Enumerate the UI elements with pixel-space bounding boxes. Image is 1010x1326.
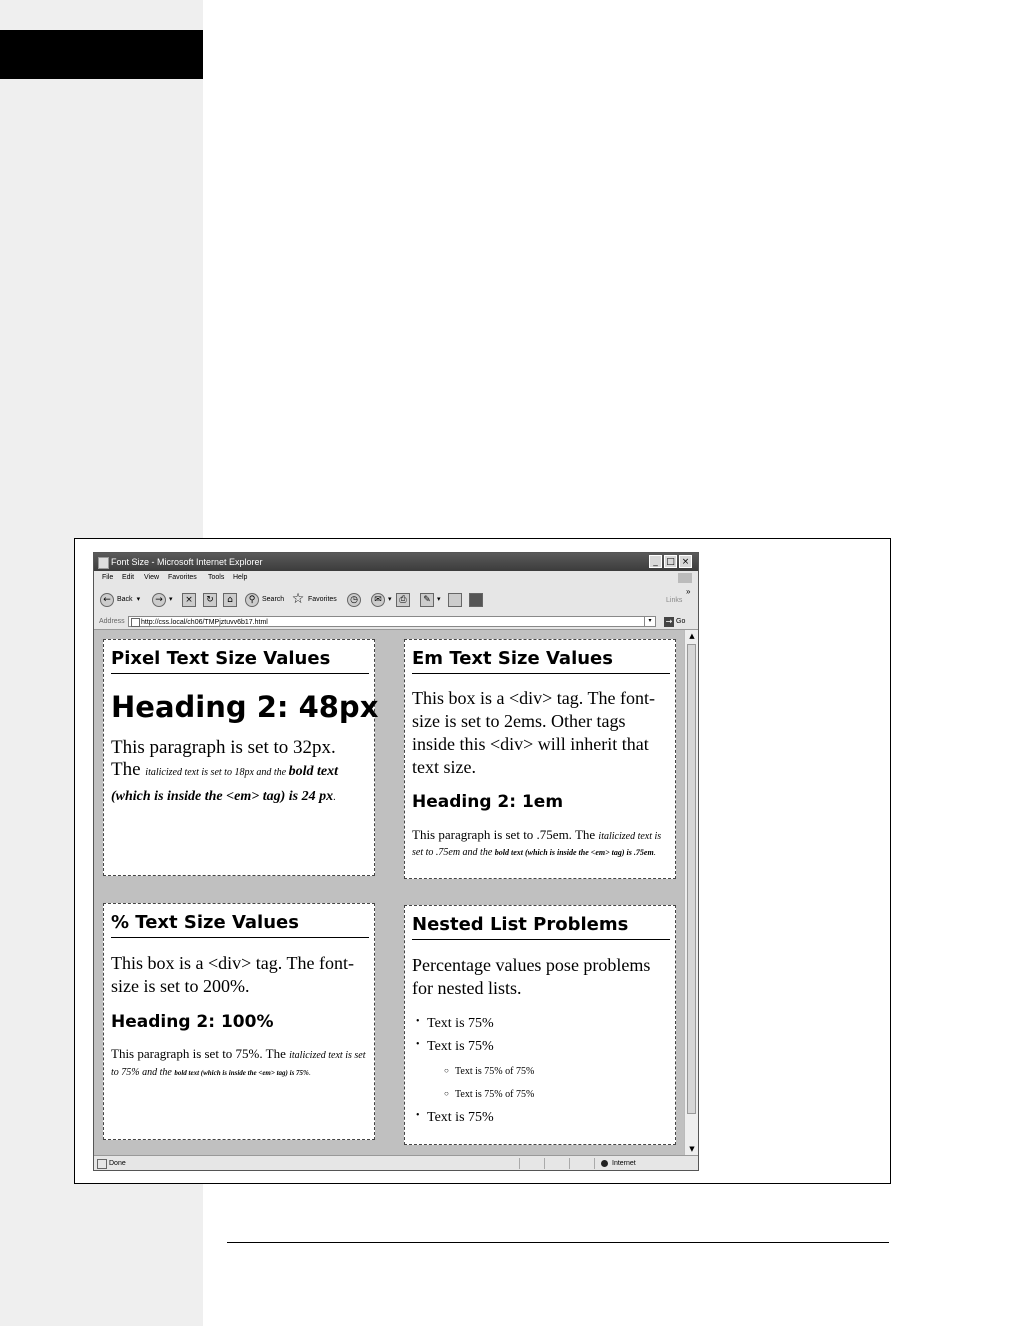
pixel-para-end: . <box>333 792 336 803</box>
edit-dropdown-icon[interactable]: ▾ <box>437 596 441 603</box>
status-divider <box>569 1158 570 1169</box>
back-dropdown-icon[interactable]: ▾ <box>136 596 141 603</box>
print-button[interactable] <box>396 591 413 609</box>
windows-logo-icon <box>678 573 692 583</box>
percent-small-italic-text: italicized text is set to 75% and the <box>111 1050 366 1078</box>
list-item <box>416 1016 494 1032</box>
nested-list-item <box>444 1089 535 1100</box>
nested-item-text: Text is 75% of 75% <box>455 1066 535 1077</box>
em-small-text: This paragraph is set to .75em. The <box>412 827 599 842</box>
back-label: Back <box>117 596 133 603</box>
search-button[interactable] <box>245 591 284 609</box>
percent-small-bold: bold text (which is inside the <em> tag) is 75% <box>174 1069 309 1077</box>
list-item-text: Text is 75% <box>427 1016 494 1031</box>
status-bar <box>94 1155 698 1171</box>
percent-box-h2: Heading 2: 100% <box>111 1012 274 1032</box>
menu-tools[interactable]: Tools <box>208 574 225 581</box>
em-box-h2: Heading 2: 1em <box>412 792 564 812</box>
history-icon: ◷ <box>347 593 361 607</box>
percent-small-text: This paragraph is set to 75%. The <box>111 1046 290 1061</box>
percent-small-end: . <box>308 1069 311 1077</box>
links-label[interactable]: Links <box>666 597 683 604</box>
percent-box-paragraph: This box is a <div> tag. The font-size is set to 200%. <box>111 953 354 996</box>
em-box-small-paragraph <box>412 828 670 860</box>
home-button[interactable] <box>223 591 240 609</box>
menu-help[interactable]: Help <box>233 574 248 581</box>
address-input[interactable] <box>128 616 656 627</box>
address-dropdown-icon[interactable]: ▾ <box>644 617 655 626</box>
status-divider <box>519 1158 520 1169</box>
em-box-paragraph: This box is a <div> tag. The font-size is set to 2ems. Other tags inside this <div> will inherit that text size. <box>412 688 655 777</box>
em-small-italic-text: italicized text is set to .75em and the <box>412 831 662 858</box>
stop-button[interactable] <box>182 591 199 609</box>
search-label: Search <box>262 596 285 603</box>
menu-favorites[interactable]: Favorites <box>168 574 197 581</box>
list-item <box>416 1039 494 1055</box>
forward-button[interactable] <box>152 591 173 609</box>
go-button[interactable] <box>664 615 685 629</box>
menu-view[interactable]: View <box>144 574 160 581</box>
scroll-up-icon[interactable]: ▲ <box>689 632 695 640</box>
refresh-button[interactable] <box>203 591 220 609</box>
em-box-heading: Em Text Size Values <box>412 648 670 674</box>
page-icon-small <box>131 618 140 627</box>
window-title: Font Size - Microsoft Internet Explorer <box>111 557 263 567</box>
percent-box-heading: % Text Size Values <box>111 912 369 938</box>
circle-bullet-icon: ○ <box>444 1066 449 1075</box>
bullet-icon: • <box>416 1110 420 1121</box>
stop-icon: × <box>182 593 196 607</box>
maximize-icon[interactable]: □ <box>664 555 677 568</box>
address-label: Address <box>99 618 125 625</box>
discuss-icon <box>448 593 462 607</box>
minimize-icon[interactable]: _ <box>649 555 662 568</box>
forward-arrow-icon: → <box>152 593 166 607</box>
scroll-thumb[interactable] <box>687 644 696 1114</box>
mail-button[interactable] <box>371 591 392 609</box>
pixel-box-h2: Heading 2: 48px <box>111 690 379 724</box>
toolbar-chevron-icon[interactable]: » <box>686 587 691 596</box>
messenger-button[interactable] <box>469 591 486 609</box>
status-divider <box>594 1158 595 1169</box>
favorites-button[interactable] <box>291 591 337 609</box>
search-icon: ⚲ <box>245 593 259 607</box>
back-button[interactable] <box>100 591 140 609</box>
nested-list-item <box>444 1066 535 1077</box>
nested-item-text: Text is 75% of 75% <box>455 1089 535 1100</box>
pixel-box-paragraph <box>111 737 369 809</box>
pixel-para-text: This paragraph is set to 32px. The <box>111 737 336 780</box>
mail-icon: ✉ <box>371 593 385 607</box>
go-arrow-icon: → <box>665 617 673 626</box>
percent-sizes-box <box>103 903 375 1140</box>
internet-zone-icon <box>601 1160 608 1167</box>
toolbar <box>94 585 698 616</box>
print-icon: ⎙ <box>396 593 410 607</box>
em-small-bold: bold text (which is inside the <em> tag) is .75em <box>494 848 654 857</box>
vertical-scrollbar[interactable] <box>684 630 699 1155</box>
status-divider <box>544 1158 545 1169</box>
pixel-sizes-box <box>103 639 379 876</box>
mail-dropdown-icon[interactable]: ▾ <box>388 596 392 603</box>
edit-icon: ✎ <box>420 593 434 607</box>
nested-box-heading: Nested List Problems <box>412 914 670 940</box>
refresh-icon: ↻ <box>203 593 217 607</box>
em-sizes-box <box>404 639 676 879</box>
pixel-para-bold: bold text (which is inside the <em> tag) is 24 px <box>111 764 338 804</box>
circle-bullet-icon: ○ <box>444 1089 449 1098</box>
figure-frame <box>74 538 891 1184</box>
page-icon <box>98 557 109 569</box>
address-url: http://css.local/ch06/TMPjztuvv6b17.html <box>141 619 268 626</box>
address-bar <box>94 615 698 630</box>
footer-rule <box>227 1242 889 1243</box>
nested-box-paragraph: Percentage values pose problems for nested lists. <box>412 955 651 998</box>
chapter-tab <box>0 30 203 79</box>
favorites-star-icon: ☆ <box>291 591 305 607</box>
menu-file[interactable]: File <box>102 574 114 581</box>
history-button[interactable] <box>347 591 364 609</box>
favorites-label: Favorites <box>308 596 337 603</box>
scroll-down-icon[interactable]: ▼ <box>689 1145 695 1153</box>
browser-window <box>93 552 699 1171</box>
bullet-icon: • <box>416 1039 420 1050</box>
percent-box-small-paragraph <box>111 1046 369 1081</box>
pixel-para-italic-text: italicized text is set to 18px and the <box>145 767 289 778</box>
home-icon: ⌂ <box>223 593 237 607</box>
go-label: Go <box>676 618 686 625</box>
list-item-text: Text is 75% <box>427 1110 494 1125</box>
back-arrow-icon: ← <box>100 593 114 607</box>
edit-button[interactable] <box>420 591 441 609</box>
list-item <box>416 1110 494 1126</box>
menu-edit[interactable]: Edit <box>122 574 135 581</box>
pixel-box-heading: Pixel Text Size Values <box>111 648 369 674</box>
em-small-end: . <box>653 848 656 857</box>
list-item-text: Text is 75% <box>427 1039 494 1054</box>
nested-list-box <box>404 905 676 1145</box>
status-zone: Internet <box>612 1160 636 1167</box>
bullet-icon: • <box>416 1016 420 1027</box>
status-text: Done <box>109 1160 126 1167</box>
title-bar <box>94 553 698 571</box>
messenger-icon <box>469 593 483 607</box>
discuss-button[interactable] <box>448 591 465 609</box>
pixel-para-italic <box>111 764 338 804</box>
menu-bar <box>94 571 698 585</box>
close-icon[interactable]: × <box>679 555 692 568</box>
status-page-icon <box>97 1159 107 1169</box>
forward-dropdown-icon[interactable]: ▾ <box>169 596 173 603</box>
page-content <box>94 630 684 1155</box>
